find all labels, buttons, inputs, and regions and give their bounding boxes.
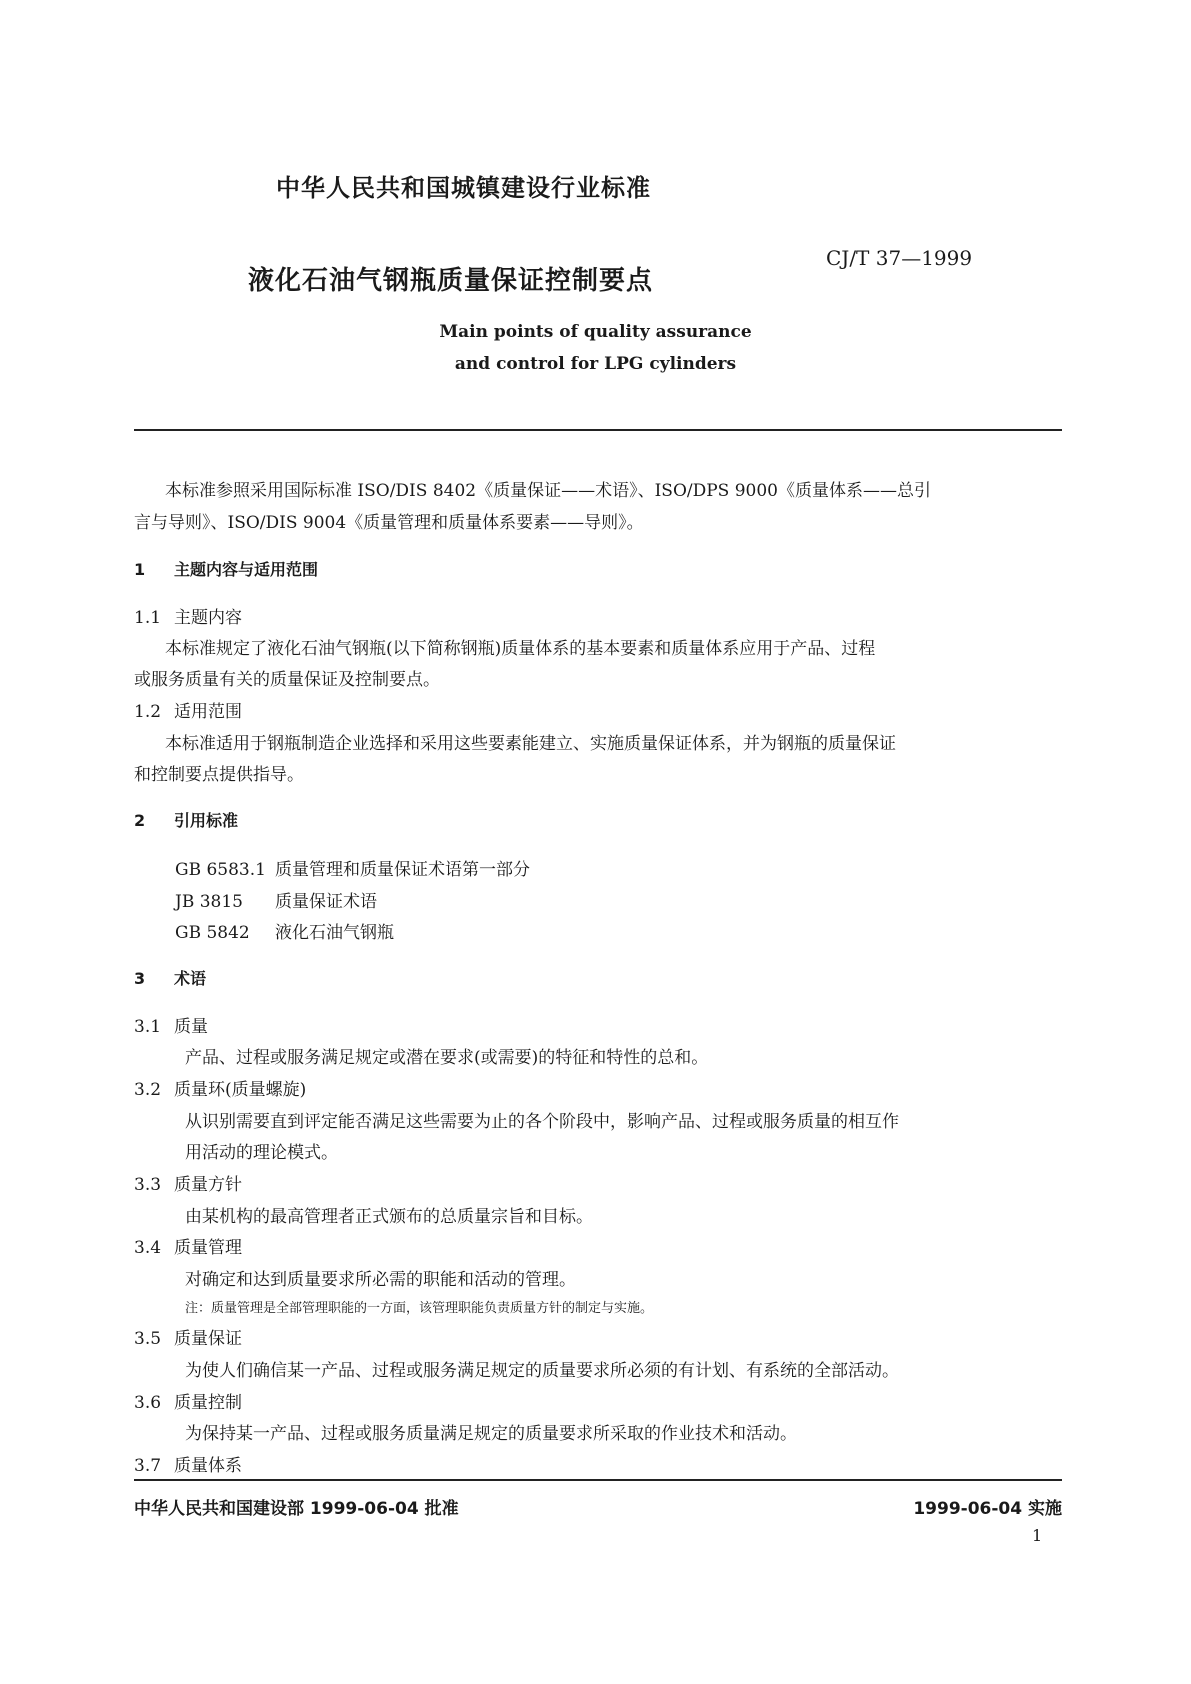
section-3-heading <box>134 966 206 989</box>
term-number: 3.4 <box>134 1238 162 1258</box>
term-3-1-definition: 产品、过程或服务满足规定或潜在要求(或需要)的特征和特性的总和。 <box>185 1048 709 1068</box>
section-number: 3 <box>134 969 146 988</box>
header-divider <box>134 429 1062 431</box>
section-title: 主题内容与适用范围 <box>174 560 319 579</box>
term-title: 质量管理 <box>174 1238 242 1258</box>
term-number: 3.1 <box>134 1017 162 1037</box>
term-title: 质量方针 <box>174 1175 242 1195</box>
section-number: 1.2 <box>134 702 162 722</box>
reference-item <box>175 887 377 912</box>
term-3-3-definition: 由某机构的最高管理者正式颁布的总质量宗旨和目标。 <box>185 1207 593 1227</box>
term-3-1-heading <box>134 1012 208 1037</box>
footer-divider <box>134 1479 1062 1481</box>
section-number: 2 <box>134 811 146 830</box>
reference-code: JB 3815 <box>175 892 243 912</box>
section-title: 适用范围 <box>174 702 242 722</box>
term-3-4-heading <box>134 1233 242 1258</box>
term-number: 3.2 <box>134 1080 162 1100</box>
english-title-line-2: and control for LPG cylinders <box>454 354 737 374</box>
reference-item <box>175 855 530 880</box>
term-3-6-definition: 为保持某一产品、过程或服务质量满足规定的质量要求所采取的作业技术和活动。 <box>185 1424 797 1444</box>
term-3-4-note: 注：质量管理是全部管理职能的一方面，该管理职能负责质量方针的制定与实施。 <box>185 1301 654 1316</box>
term-3-3-heading <box>134 1170 242 1195</box>
term-number: 3.7 <box>134 1456 162 1476</box>
reference-item <box>175 918 394 943</box>
section-number: 1.1 <box>134 608 162 628</box>
term-3-2-definition-line-1: 从识别需要直到评定能否满足这些需要为止的各个阶段中，影响产品、过程或服务质量的相互作 <box>185 1112 899 1132</box>
section-1-heading <box>134 557 318 580</box>
intro-line-2: 言与导则》、ISO/DIS 9004《质量管理和质量体系要素——导则》。 <box>134 513 644 533</box>
reference-title: 液化石油气钢瓶 <box>275 923 394 943</box>
page-number: 1 <box>1032 1526 1043 1545</box>
term-3-2-definition-line-2: 用活动的理论模式。 <box>185 1143 338 1163</box>
term-number: 3.3 <box>134 1175 162 1195</box>
term-title: 质量保证 <box>174 1329 242 1349</box>
term-3-6-heading <box>134 1388 242 1413</box>
term-number: 3.6 <box>134 1393 162 1413</box>
term-number: 3.5 <box>134 1329 162 1349</box>
term-title: 质量控制 <box>174 1393 242 1413</box>
section-title: 引用标准 <box>174 811 239 830</box>
section-1-1-heading <box>134 603 242 628</box>
section-1-1-line-2: 或服务质量有关的质量保证及控制要点。 <box>134 670 440 690</box>
approval-line: 中华人民共和国建设部 1999-06-04 批准 <box>134 1499 459 1519</box>
english-title-line-1: Main points of quality assurance <box>439 322 752 342</box>
term-title: 质量体系 <box>174 1456 242 1476</box>
term-title: 质量 <box>174 1017 208 1037</box>
term-3-5-definition: 为使人们确信某一产品、过程或服务满足规定的质量要求所必须的有计划、有系统的全部活动。 <box>185 1361 899 1381</box>
implementation-date: 1999-06-04 实施 <box>913 1499 1062 1519</box>
term-title: 质量环(质量螺旋) <box>174 1080 307 1100</box>
intro-line-1: 本标准参照采用国际标准 ISO/DIS 8402《质量保证——术语》、ISO/DPS 9000《质量体系——总引 <box>165 481 931 501</box>
standard-code: CJ/T 37—1999 <box>826 246 973 270</box>
section-1-1-line-1: 本标准规定了液化石油气钢瓶(以下简称钢瓶)质量体系的基本要素和质量体系应用于产品、过程 <box>165 639 876 659</box>
section-number: 1 <box>134 560 146 579</box>
section-1-2-heading <box>134 697 242 722</box>
issuing-organization: 中华人民共和国城镇建设行业标准 <box>276 174 651 202</box>
reference-title: 质量保证术语 <box>275 892 377 912</box>
term-3-7-heading <box>134 1451 242 1476</box>
term-3-2-heading <box>134 1075 306 1100</box>
section-1-2-line-2: 和控制要点提供指导。 <box>134 765 304 785</box>
section-title: 主题内容 <box>174 608 242 628</box>
section-title: 术语 <box>174 969 207 988</box>
section-1-2-line-1: 本标准适用于钢瓶制造企业选择和采用这些要素能建立、实施质量保证体系，并为钢瓶的质量保证 <box>165 734 896 754</box>
section-2-heading <box>134 808 238 831</box>
reference-code: GB 5842 <box>175 923 250 943</box>
term-3-4-definition: 对确定和达到质量要求所必需的职能和活动的管理。 <box>185 1270 576 1290</box>
reference-code: GB 6583.1 <box>175 860 266 880</box>
term-3-5-heading <box>134 1324 242 1349</box>
document-title: 液化石油气钢瓶质量保证控制要点 <box>248 266 654 296</box>
reference-title: 质量管理和质量保证术语第一部分 <box>275 860 530 880</box>
